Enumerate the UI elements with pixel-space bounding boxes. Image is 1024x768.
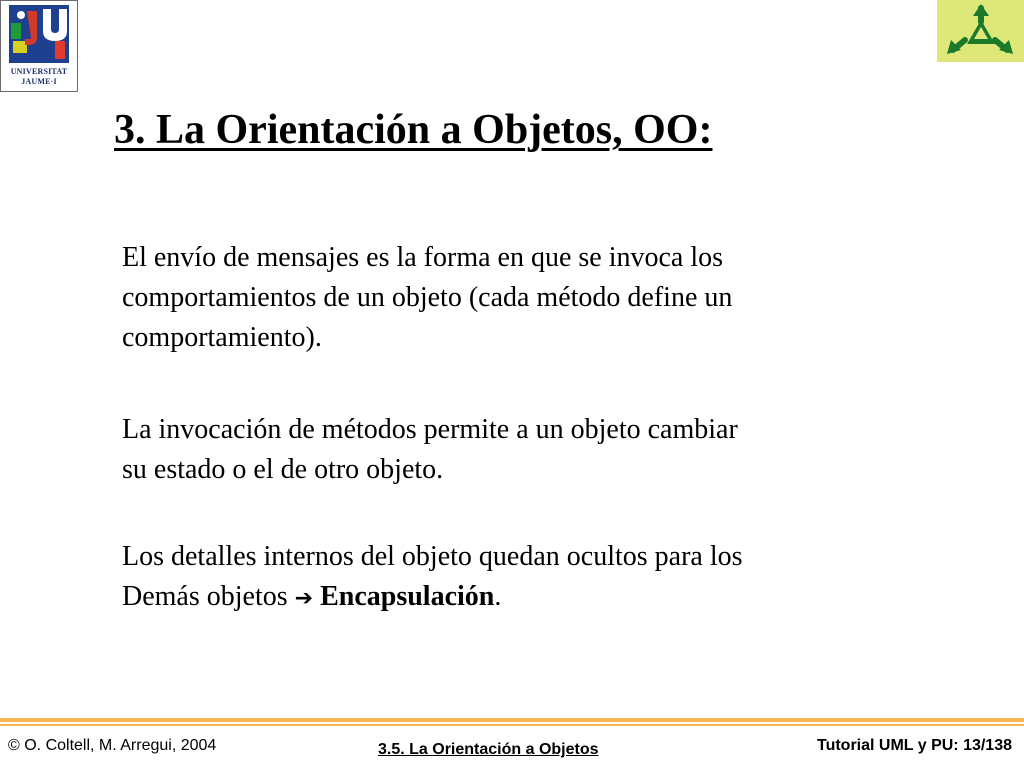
paragraph1-line2: comportamientos de un objeto (cada método define un xyxy=(122,282,733,313)
footer-page-info: Tutorial UML y PU: 13/138 xyxy=(816,737,1012,754)
paragraph-message-sending xyxy=(122,238,732,358)
paragraph-method-invocation xyxy=(122,410,738,490)
encapsulation-term: Encapsulación xyxy=(320,581,495,612)
right-arrow-icon: ➔ xyxy=(294,586,314,611)
paragraph3-line1: Los detalles internos del objeto quedan ocultos para los xyxy=(122,541,743,572)
paragraph2-line1: La invocación de métodos permite a un objeto cambiar xyxy=(122,414,738,445)
university-caption-line2: JAUME·I xyxy=(21,77,57,86)
footer-copyright: © O. Coltell, M. Arregui, 2004 xyxy=(8,737,217,754)
footer-divider-thick xyxy=(0,718,1024,722)
footer-divider-thin xyxy=(0,724,1024,726)
paragraph3-line2-prefix: Demás objetos xyxy=(122,581,295,612)
paragraph2-line2: su estado o el de otro objeto. xyxy=(122,454,444,485)
triangle-arrows-icon xyxy=(937,0,1024,62)
slide-title: 3. La Orientación a Objetos, OO: xyxy=(114,107,713,153)
paragraph3-suffix: . xyxy=(494,581,502,612)
footer-section-title: 3.5. La Orientación a Objetos xyxy=(378,741,599,758)
university-caption-line1: UNIVERSITAT xyxy=(10,67,68,76)
university-emblem-icon xyxy=(1,1,77,65)
paragraph1-line1: El envío de mensajes es la forma en que se invoca los xyxy=(122,242,724,273)
tutorial-logo xyxy=(937,0,1024,62)
paragraph1-line3: comportamiento). xyxy=(122,322,322,353)
paragraph-encapsulation xyxy=(122,537,743,619)
university-logo xyxy=(0,0,78,92)
